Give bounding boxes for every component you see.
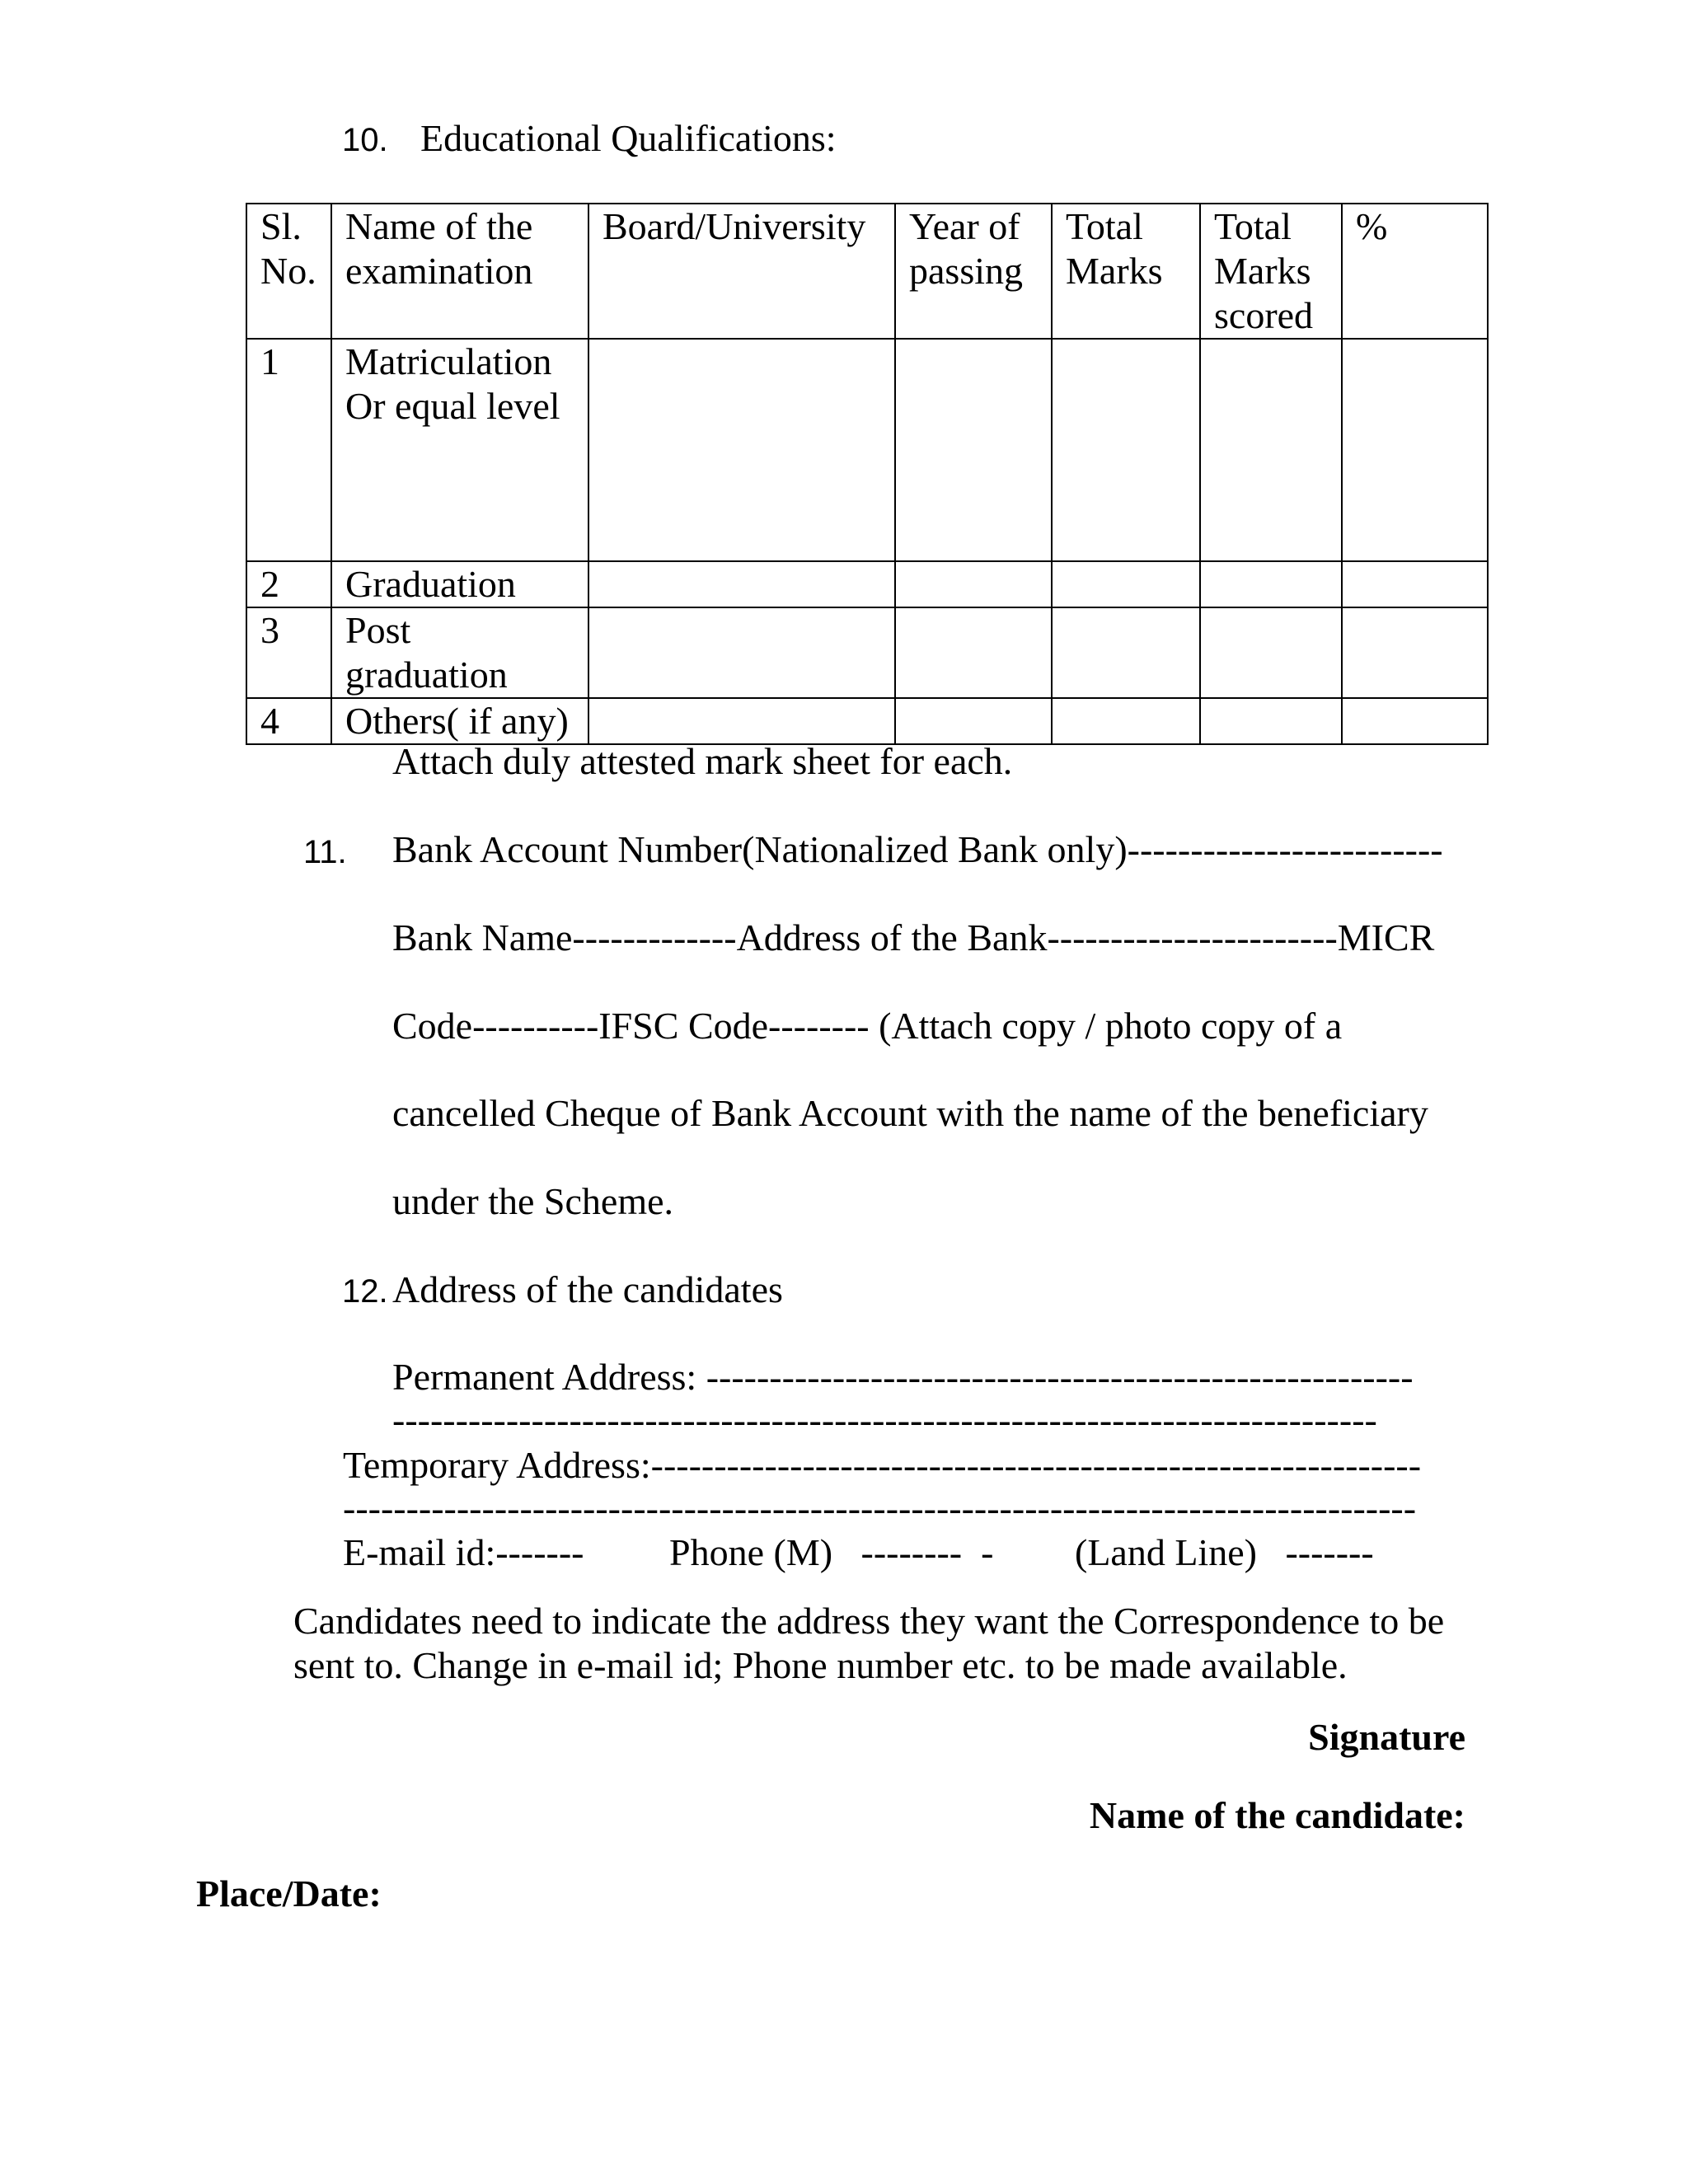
table-row bbox=[246, 698, 1488, 744]
correspondence-note: Candidates need to indicate the address they want the Correspondence to be sent to. Change in e-mail id; Phone number etc. to be made available. bbox=[293, 1600, 1445, 1686]
cell-marks-scored[interactable] bbox=[1200, 561, 1342, 607]
row-exam-name: Matriculation Or equal level bbox=[331, 339, 588, 561]
education-table bbox=[246, 203, 1489, 745]
cell-total-marks[interactable] bbox=[1052, 561, 1200, 607]
row-exam-name: Post graduation bbox=[331, 607, 588, 698]
cell-year[interactable] bbox=[895, 607, 1052, 698]
cell-year[interactable] bbox=[895, 698, 1052, 744]
cell-year[interactable] bbox=[895, 339, 1052, 561]
header-year: Year of passing bbox=[895, 204, 1052, 339]
cell-total-marks[interactable] bbox=[1052, 607, 1200, 698]
cell-percent[interactable] bbox=[1342, 561, 1488, 607]
table-header-row bbox=[246, 204, 1488, 339]
ifsc-line: Code----------IFSC Code-------- (Attach copy / photo copy of a bbox=[392, 1005, 1343, 1047]
cell-marks-scored[interactable] bbox=[1200, 339, 1342, 561]
cell-marks-scored[interactable] bbox=[1200, 698, 1342, 744]
temporary-address-field[interactable]: Temporary Address:------------------------------------------------------------- bbox=[343, 1444, 1422, 1486]
attach-note: Attach duly attested mark sheet for each. bbox=[392, 740, 1013, 782]
cell-total-marks[interactable] bbox=[1052, 698, 1200, 744]
landline-field[interactable]: (Land Line) ------- bbox=[1075, 1531, 1374, 1573]
header-marks-scored: Total Marks scored bbox=[1200, 204, 1342, 339]
section-11-number: 11. bbox=[303, 834, 347, 870]
cell-board[interactable] bbox=[588, 339, 895, 561]
phone-field[interactable]: Phone (M) -------- - bbox=[669, 1531, 994, 1573]
row-sl: 1 bbox=[246, 339, 331, 561]
header-total-marks: Total Marks bbox=[1052, 204, 1200, 339]
cell-board[interactable] bbox=[588, 561, 895, 607]
cell-year[interactable] bbox=[895, 561, 1052, 607]
scheme-line: under the Scheme. bbox=[392, 1180, 674, 1222]
signature-label: Signature bbox=[1308, 1716, 1465, 1758]
cell-percent[interactable] bbox=[1342, 339, 1488, 561]
section-12-number: 12. bbox=[342, 1273, 388, 1310]
header-exam-name: Name of the examination bbox=[331, 204, 588, 339]
email-field[interactable]: E-mail id:------- bbox=[343, 1531, 584, 1573]
header-percent: % bbox=[1342, 204, 1488, 339]
permanent-address-continued[interactable]: ------------------------------------------------------------------------------ bbox=[392, 1399, 1377, 1441]
place-date-label: Place/Date: bbox=[196, 1872, 382, 1915]
header-sl-no: Sl. No. bbox=[246, 204, 331, 339]
row-sl: 4 bbox=[246, 698, 331, 744]
cell-marks-scored[interactable] bbox=[1200, 607, 1342, 698]
permanent-address-field[interactable]: Permanent Address: -------------------------------------------------------- bbox=[392, 1356, 1414, 1398]
cell-total-marks[interactable] bbox=[1052, 339, 1200, 561]
cell-board[interactable] bbox=[588, 607, 895, 698]
row-exam-name: Others( if any) bbox=[331, 698, 588, 744]
table-row bbox=[246, 561, 1488, 607]
header-board: Board/University bbox=[588, 204, 895, 339]
section-10-number: 10. bbox=[342, 122, 388, 158]
candidate-name-label: Name of the candidate: bbox=[1089, 1794, 1465, 1836]
cell-percent[interactable] bbox=[1342, 698, 1488, 744]
row-sl: 2 bbox=[246, 561, 331, 607]
temporary-address-continued[interactable]: ------------------------------------------------------------------------------------- bbox=[343, 1487, 1417, 1529]
row-exam-name: Graduation bbox=[331, 561, 588, 607]
section-12-title: Address of the candidates bbox=[392, 1268, 783, 1310]
bank-name-line: Bank Name-------------Address of the Bank-----------------------MICR bbox=[392, 916, 1435, 958]
bank-account-line: Bank Account Number(Nationalized Bank only)------------------------- bbox=[392, 828, 1443, 870]
row-sl: 3 bbox=[246, 607, 331, 698]
cell-board[interactable] bbox=[588, 698, 895, 744]
cheque-line: cancelled Cheque of Bank Account with the name of the beneficiary bbox=[392, 1092, 1428, 1134]
cell-percent[interactable] bbox=[1342, 607, 1488, 698]
section-10-title: Educational Qualifications: bbox=[420, 117, 837, 159]
table-row bbox=[246, 339, 1488, 561]
table-row bbox=[246, 607, 1488, 698]
